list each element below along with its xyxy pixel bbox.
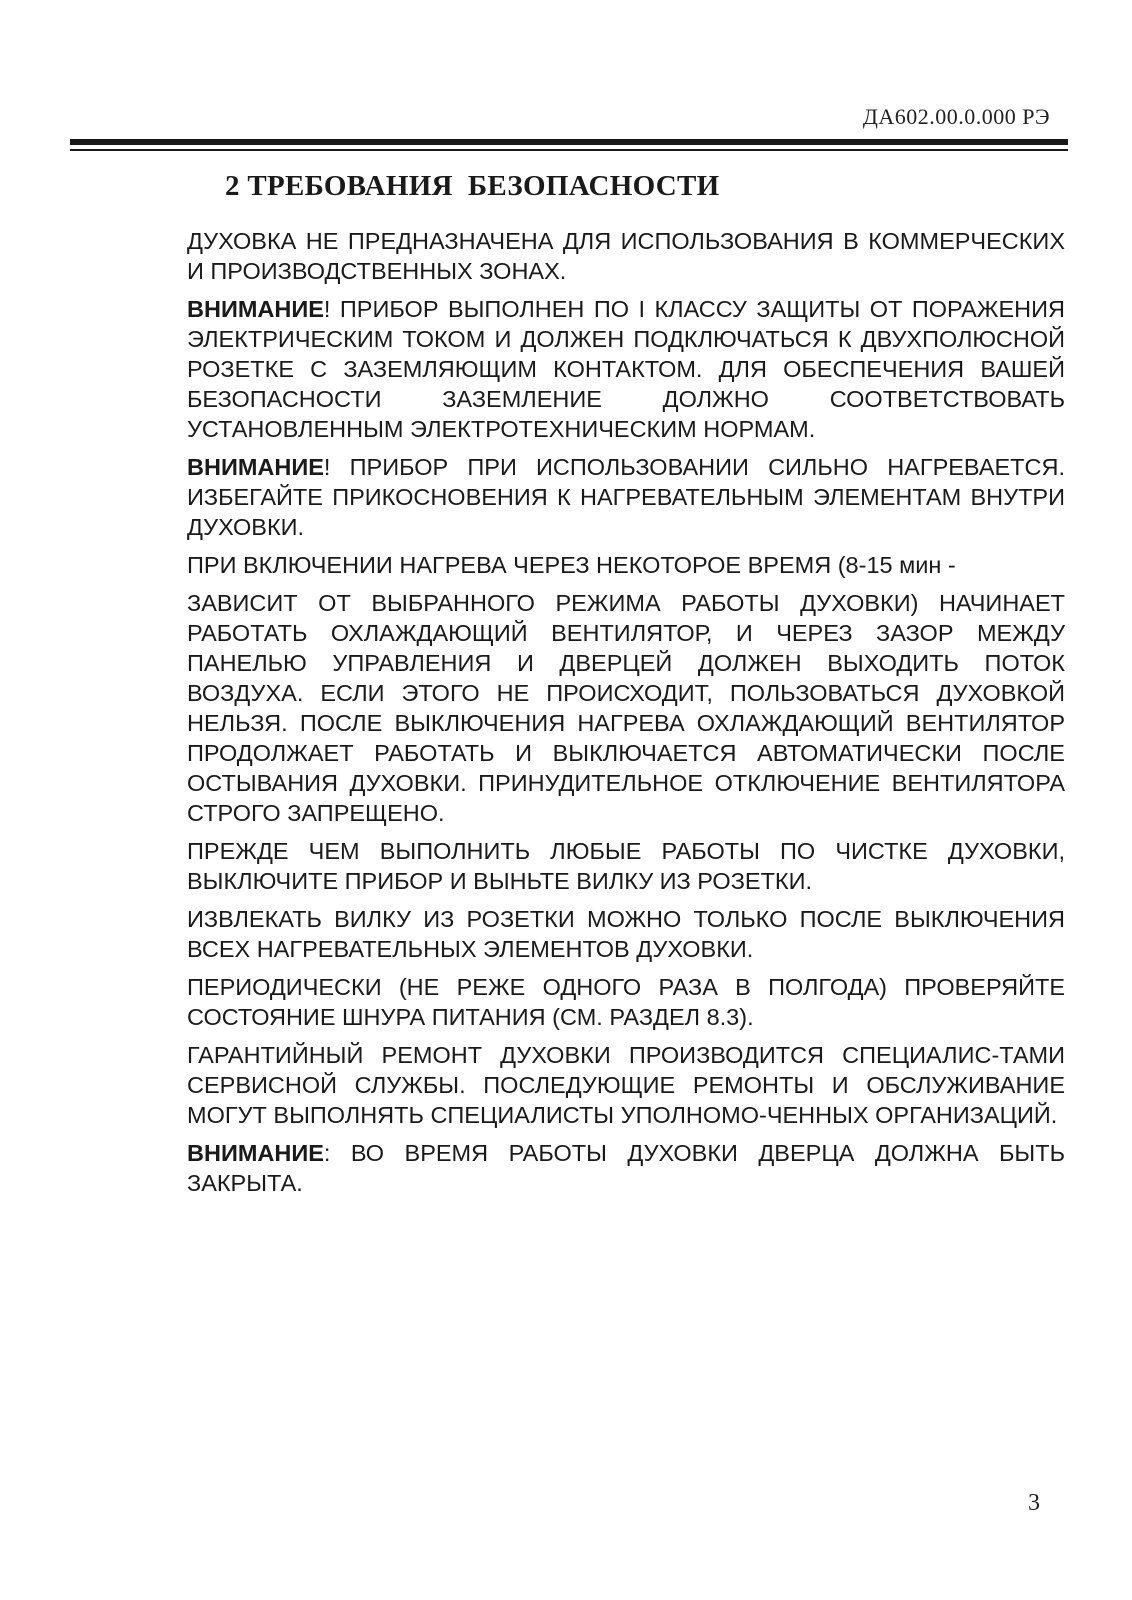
paragraph-heating-start — [187, 550, 1065, 580]
paragraph-text: ПРЕЖДЕ ЧЕМ ВЫПОЛНИТЬ ЛЮБЫЕ РАБОТЫ ПО ЧИСТКЕ ДУХОВКИ, ВЫКЛЮЧИТЕ ПРИБОР И ВЫНЬТЕ ВИЛКУ ИЗ РОЗЕТКИ. — [187, 838, 1065, 894]
paragraph-text: : ВО ВРЕМЯ РАБОТЫ ДУХОВКИ ДВЕРЦА ДОЛЖНА БЫТЬ ЗАКРЫТА. — [187, 1140, 1065, 1196]
paragraph-unplugging — [187, 904, 1065, 964]
document-code: ДА602.00.0.000 РЭ — [862, 104, 1050, 129]
paragraph-power-cord-check — [187, 972, 1065, 1032]
paragraph-text: ЗАВИСИТ ОТ ВЫБРАННОГО РЕЖИМА РАБОТЫ ДУХОВКИ) НАЧИНАЕТ РАБОТАТЬ ОХЛАЖДАЮЩИЙ ВЕНТИЛЯТОР, И ЧЕРЕЗ ЗАЗОР МЕЖДУ ПАНЕЛЬЮ УПРАВЛЕНИЯ И ДВЕРЦЕЙ ДОЛЖЕН ВЫХОДИТЬ ПОТОК ВОЗДУХА. ЕСЛИ ЭТОГО НЕ ПРОИСХОДИТ, ПОЛЬЗОВАТЬСЯ ДУХОВКОЙ НЕЛЬЗЯ. ПОСЛЕ ВЫКЛЮЧЕНИЯ НАГРЕВА ОХЛАЖДАЮЩИЙ ВЕНТИЛЯТОР ПРОДОЛЖАЕТ РАБОТАТЬ И ВЫКЛЮЧАЕТСЯ АВТОМАТИЧЕСКИ ПОСЛЕ ОСТЫВАНИЯ ДУХОВКИ. ПРИНУДИТЕЛЬНОЕ ОТКЛЮЧЕНИЕ ВЕНТИЛЯТОРА СТРОГО ЗАПРЕЩЕНО. — [187, 590, 1065, 826]
paragraph-warranty-repair — [187, 1040, 1065, 1130]
warning-label: ВНИМАНИЕ — [187, 454, 324, 480]
paragraph-text: ! ПРИБОР ВЫПОЛНЕН ПО I КЛАССУ ЗАЩИТЫ ОТ ПОРАЖЕНИЯ ЭЛЕКТРИЧЕСКИМ ТОКОМ И ДОЛЖЕН ПОДКЛЮЧАТЬСЯ К ДВУХПОЛЮСНОЙ РОЗЕТКЕ С ЗАЗЕМЛЯЮЩИМ КОНТАКТОМ. ДЛЯ ОБЕСПЕЧЕНИЯ ВАШЕЙ БЕЗОПАСНОСТИ ЗАЗЕМЛЕНИЕ ДОЛЖНО СООТВЕТСТВОВАТЬ УСТАНОВЛЕННЫМ ЭЛЕКТРОТЕХНИЧЕСКИМ НОРМАМ. — [187, 296, 1065, 442]
paragraph-commercial-use — [187, 226, 1065, 286]
page-number: 3 — [1028, 1490, 1040, 1516]
paragraph-protection-class — [187, 294, 1065, 444]
paragraph-text: ПРИ ВКЛЮЧЕНИИ НАГРЕВА ЧЕРЕЗ НЕКОТОРОЕ ВРЕМЯ (8-15 мин - — [187, 552, 956, 578]
paragraph-door-closed — [187, 1138, 1065, 1198]
header-rule-thick — [70, 139, 1068, 145]
paragraph-text: ИЗВЛЕКАТЬ ВИЛКУ ИЗ РОЗЕТКИ МОЖНО ТОЛЬКО ПОСЛЕ ВЫКЛЮЧЕНИЯ ВСЕХ НАГРЕВАТЕЛЬНЫХ ЭЛЕМЕНТОВ ДУХОВКИ. — [187, 906, 1065, 962]
paragraph-cleaning — [187, 836, 1065, 896]
paragraph-text: ! ПРИБОР ПРИ ИСПОЛЬЗОВАНИИ СИЛЬНО НАГРЕВАЕТСЯ. ИЗБЕГАЙТЕ ПРИКОСНОВЕНИЯ К НАГРЕВАТЕЛЬНЫМ ЭЛЕМЕНТАМ ВНУТРИ ДУХОВКИ. — [187, 454, 1065, 540]
paragraph-text: ГАРАНТИЙНЫЙ РЕМОНТ ДУХОВКИ ПРОИЗВОДИТСЯ СПЕЦИАЛИС-ТАМИ СЕРВИСНОЙ СЛУЖБЫ. ПОСЛЕДУЮЩИЕ РЕМОНТЫ И ОБСЛУЖИВАНИЕ МОГУТ ВЫПОЛНЯТЬ СПЕЦИАЛИСТЫ УПОЛНОМО-ЧЕННЫХ ОРГАНИЗАЦИЙ. — [187, 1042, 1065, 1128]
paragraph-text: ПЕРИОДИЧЕСКИ (НЕ РЕЖЕ ОДНОГО РАЗА В ПОЛГОДА) ПРОВЕРЯЙТЕ СОСТОЯНИЕ ШНУРА ПИТАНИЯ (СМ. РАЗДЕЛ 8.3). — [187, 974, 1065, 1030]
paragraph-hot-surface — [187, 452, 1065, 542]
warning-label: ВНИМАНИЕ — [187, 296, 324, 322]
header-rule-thin — [70, 149, 1068, 151]
paragraph-text: ДУХОВКА НЕ ПРЕДНАЗНАЧЕНА ДЛЯ ИСПОЛЬЗОВАНИЯ В КОММЕРЧЕСКИХ И ПРОИЗВОДСТВЕННЫХ ЗОНАХ. — [187, 228, 1065, 284]
section-body — [187, 226, 1065, 1206]
paragraph-cooling-fan — [187, 588, 1065, 828]
warning-label: ВНИМАНИЕ — [187, 1140, 324, 1166]
section-title: 2 ТРЕБОВАНИЯ БЕЗОПАСНОСТИ — [225, 170, 720, 202]
